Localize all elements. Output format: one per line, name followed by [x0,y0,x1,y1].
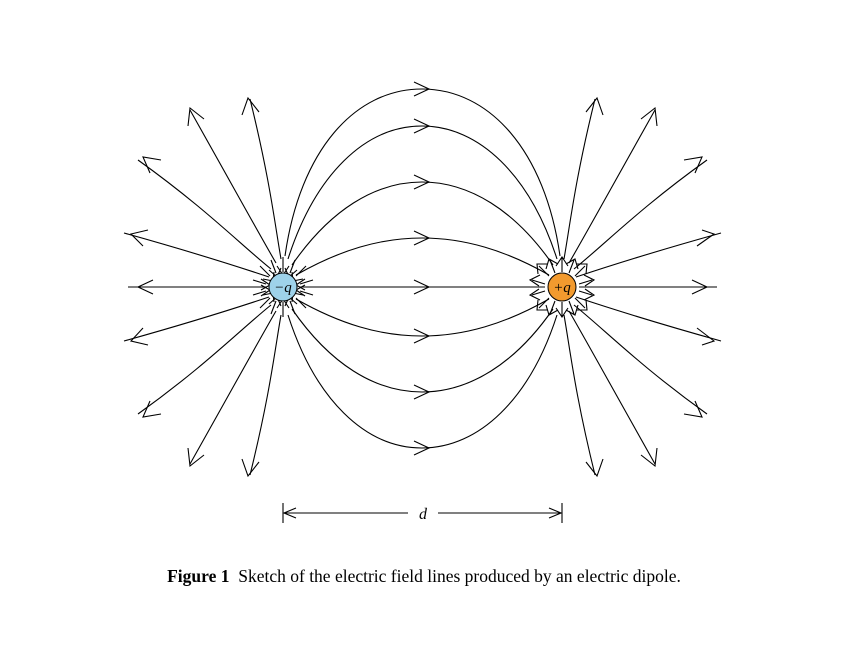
charge-positive-label: +q [553,280,571,296]
charge-positive [548,273,576,301]
field-lines-between [285,82,560,455]
charge-negative-label: −q [274,280,292,296]
figure-caption-text: Sketch of the electric field lines produced by an electric dipole. [238,566,681,586]
charge-negative [269,273,297,301]
figure-caption-label: Figure 1 [167,566,230,586]
separation-dimension [283,503,562,523]
separation-label: d [419,506,427,523]
figure-caption [0,566,848,587]
field-lines-right-outer [564,98,721,476]
field-lines-left-outer [124,98,281,476]
